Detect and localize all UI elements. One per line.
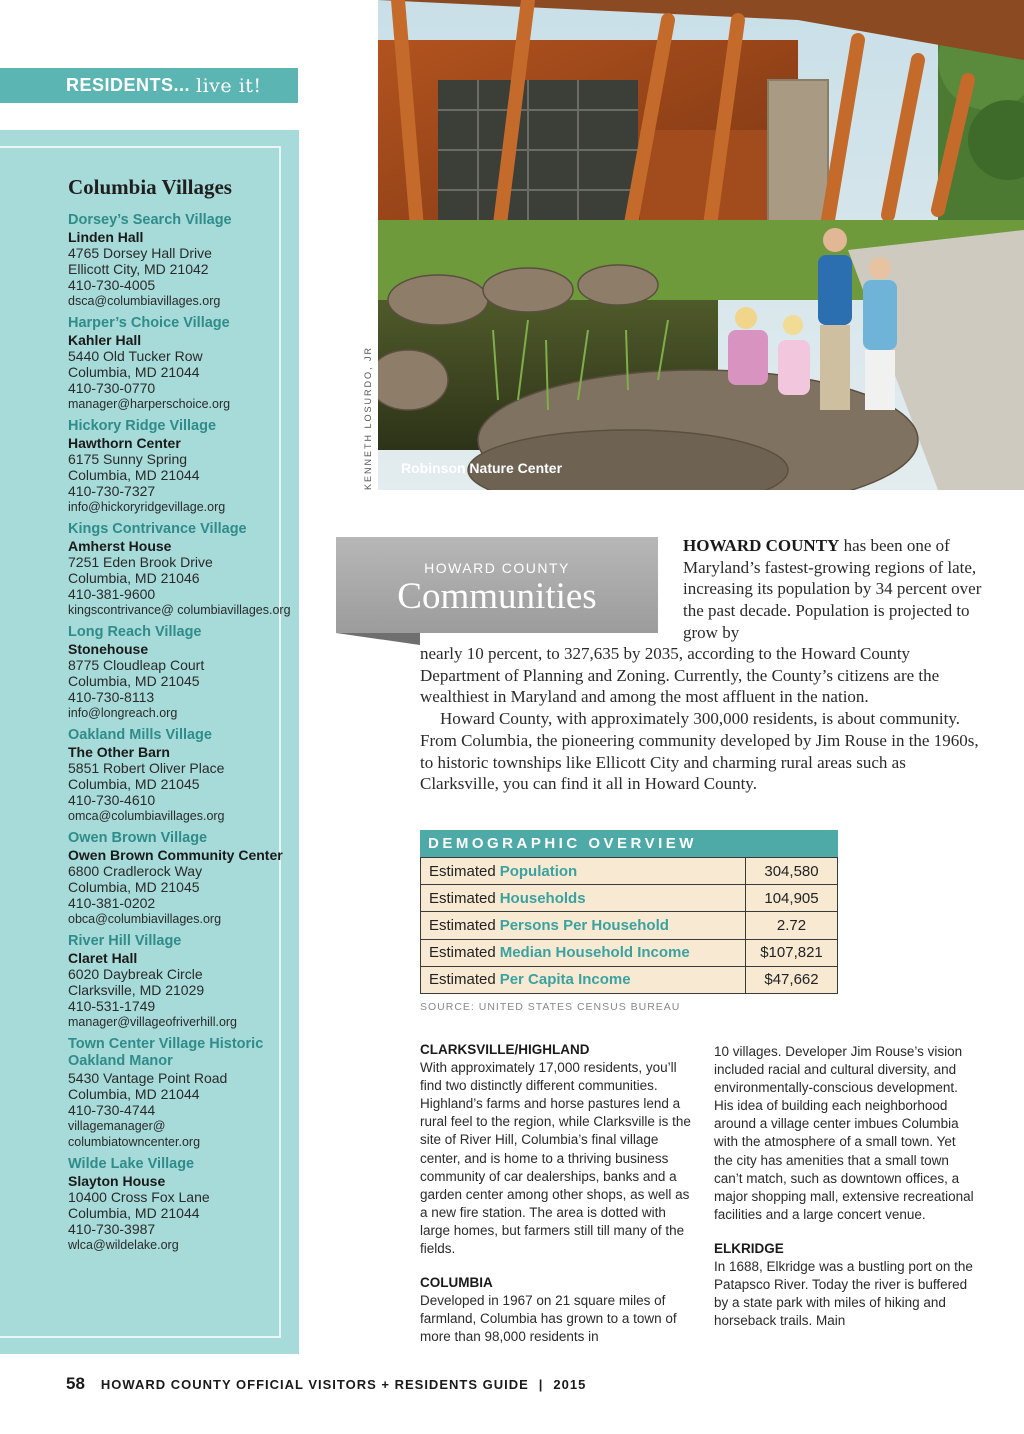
clarksville-text: With approximately 17,000 residents, you’ll find two distinctly different communities. Highland’s farms and horse pastures lend a rural feel to the region, while Clarksville is the site of River Hill, Columbia’s final village center, and is home to a thriving business community of car dealerships, banks and a garden center among other shops, as well as a new fire station. The area is dotted with large homes, but farmers still till many of the fields. bbox=[420, 1060, 691, 1257]
demographic-label bbox=[421, 885, 746, 911]
village-address-line: Columbia, MD 21044 bbox=[68, 1086, 200, 1102]
page-footer bbox=[66, 1374, 586, 1394]
village-hall: The Other Barn bbox=[68, 744, 170, 760]
village-email: omca@columbiavillages.org bbox=[68, 809, 225, 823]
village-entry bbox=[68, 727, 293, 824]
village-name: Owen Brown Village bbox=[68, 830, 208, 846]
table-source: SOURCE: UNITED STATES CENSUS BUREAU bbox=[420, 1001, 681, 1013]
village-address-line: 410-730-0770 bbox=[68, 380, 156, 396]
intro-continued: nearly 10 percent, to 327,635 by 2035, according to the Howard County Department of Planning and Zoning. Currently, the County’s citizens are the wealthiest in Maryland and among the most affluent in the nation. bbox=[420, 644, 940, 707]
demographic-value: $47,662 bbox=[764, 971, 819, 989]
demographic-row bbox=[421, 884, 837, 911]
village-address-line: 6800 Cradlerock Way bbox=[68, 863, 203, 879]
columbia-text-continued: 10 villages. Developer Jim Rouse’s vision included racial and cultural diversity, and environmentally-conscious development. His idea of building each neighborhood around a village center imbues Columbia with the atmosphere of a small town. Yet the city has amenities that a small town can’t match, such as downtown offices, a major shopping mall, extensive recreational facilities and a large concert venue. bbox=[714, 1044, 974, 1222]
village-entry bbox=[68, 521, 293, 618]
village-entry bbox=[68, 830, 293, 927]
village-entry bbox=[68, 624, 293, 721]
columbia-heading: COLUMBIA bbox=[420, 1275, 493, 1291]
village-email: manager@villageofriverhill.org bbox=[68, 1015, 238, 1029]
village-entry bbox=[68, 1036, 293, 1150]
village-address-line: 10400 Cross Fox Lane bbox=[68, 1189, 210, 1205]
demographic-label bbox=[421, 858, 746, 884]
village-address-line: 5851 Robert Oliver Place bbox=[68, 760, 225, 776]
village-entry bbox=[68, 933, 293, 1030]
village-email: wlca@wildelake.org bbox=[68, 1238, 179, 1252]
demographic-value: 2.72 bbox=[776, 916, 807, 934]
village-address-line: 410-730-4744 bbox=[68, 1102, 156, 1118]
demographic-row bbox=[421, 911, 837, 938]
village-address-line: Columbia, MD 21044 bbox=[68, 467, 200, 483]
village-hall: Kahler Hall bbox=[68, 332, 142, 348]
village-address-line: 7251 Eden Brook Drive bbox=[68, 554, 213, 570]
village-email: info@longreach.org bbox=[68, 706, 178, 720]
demographic-label bbox=[421, 940, 746, 966]
columbia-text: Developed in 1967 on 21 square miles of farmland, Columbia has grown to a town of more than 98,000 residents in bbox=[420, 1293, 677, 1345]
intro-lead-bold: HOWARD COUNTY bbox=[683, 536, 840, 555]
elkridge-heading: ELKRIDGE bbox=[714, 1240, 784, 1256]
heading-title: Communities bbox=[397, 576, 597, 617]
village-address-line: 6020 Daybreak Circle bbox=[68, 966, 203, 982]
village-address-line: Clarksville, MD 21029 bbox=[68, 982, 205, 998]
demographic-overview bbox=[420, 830, 838, 994]
banner-strong: RESIDENTS... bbox=[66, 75, 191, 95]
village-address-line: 410-730-7327 bbox=[68, 483, 156, 499]
demographic-row bbox=[421, 857, 837, 884]
guide-title: HOWARD COUNTY OFFICIAL VISITORS + RESIDENTS GUIDE bbox=[100, 1377, 529, 1392]
elkridge-text: In 1688, Elkridge was a bustling port on the Patapsco River. Today the river is buffered by a state park with miles of hiking and horseback trails. Main bbox=[714, 1259, 973, 1329]
village-address-line: 410-531-1749 bbox=[68, 998, 156, 1014]
article-column-2 bbox=[714, 1043, 976, 1330]
village-address-line: Columbia, MD 21045 bbox=[68, 673, 200, 689]
village-list bbox=[68, 212, 293, 1259]
village-entry bbox=[68, 212, 293, 309]
village-address-line: 410-381-0202 bbox=[68, 895, 156, 911]
village-address-line: Columbia, MD 21045 bbox=[68, 776, 200, 792]
village-email: dsca@columbiavillages.org bbox=[68, 294, 221, 308]
demographic-metric: Per Capita Income bbox=[499, 971, 631, 989]
village-email: obca@columbiavillages.org bbox=[68, 912, 222, 926]
village-entry bbox=[68, 315, 293, 412]
demographic-row bbox=[421, 966, 837, 993]
village-name: Hickory Ridge Village bbox=[68, 418, 217, 434]
photo-caption: Robinson Nature Center bbox=[401, 460, 563, 476]
village-name: Kings Contrivance Village bbox=[68, 521, 247, 537]
section-banner bbox=[0, 68, 298, 103]
sidebar-title: Columbia Villages bbox=[68, 175, 232, 199]
village-email: info@hickoryridgevillage.org bbox=[68, 500, 226, 514]
demographic-label bbox=[421, 967, 746, 993]
village-address-line: 8775 Cloudleap Court bbox=[68, 657, 205, 673]
village-name: Long Reach Village bbox=[68, 624, 202, 640]
village-hall: Stonehouse bbox=[68, 641, 149, 657]
page-number: 58 bbox=[66, 1374, 85, 1393]
demographic-row bbox=[421, 939, 837, 966]
heading-fold bbox=[336, 633, 420, 645]
intro-lead-text: has been one of Maryland’s fastest-growing regions of late, increasing its population by 34 percent over the past decade. Population is projected to grow by bbox=[683, 536, 982, 642]
intro-lead bbox=[683, 535, 983, 644]
demographic-value: $107,821 bbox=[760, 944, 823, 962]
village-address-line: 4765 Dorsey Hall Drive bbox=[68, 245, 212, 261]
demographic-prefix: Estimated bbox=[429, 944, 496, 962]
village-hall: Claret Hall bbox=[68, 950, 138, 966]
village-email: manager@harperschoice.org bbox=[68, 397, 231, 411]
clarksville-heading: CLARKSVILLE/HIGHLAND bbox=[420, 1042, 590, 1057]
village-name: Wilde Lake Village bbox=[68, 1156, 195, 1172]
village-name: Town Center Village Historic Oakland Manor bbox=[68, 1036, 264, 1069]
photo-credit: KENNETH LOSURDO, JR bbox=[363, 345, 373, 490]
demographic-metric: Persons Per Household bbox=[499, 916, 669, 934]
demographic-metric: Population bbox=[499, 862, 578, 880]
village-address-line: 5440 Old Tucker Row bbox=[68, 348, 203, 364]
village-email: villagemanager@ columbiatowncenter.org bbox=[68, 1119, 201, 1149]
village-name: River Hill Village bbox=[68, 933, 182, 949]
village-email: kingscontrivance@ columbiavillages.org bbox=[68, 603, 291, 617]
banner-light: live it! bbox=[196, 74, 262, 97]
village-address-line: 410-730-3987 bbox=[68, 1221, 156, 1237]
demographic-prefix: Estimated bbox=[429, 862, 496, 880]
village-hall: Slayton House bbox=[68, 1173, 166, 1189]
village-name: Oakland Mills Village bbox=[68, 727, 212, 743]
village-address-line: 6175 Sunny Spring bbox=[68, 451, 188, 467]
village-entry bbox=[68, 1156, 293, 1253]
village-address-line: Columbia, MD 21044 bbox=[68, 1205, 200, 1221]
village-address-line: Columbia, MD 21044 bbox=[68, 364, 200, 380]
nature-center-photo bbox=[378, 0, 1024, 490]
village-hall: Amherst House bbox=[68, 538, 172, 554]
village-hall: Linden Hall bbox=[68, 229, 144, 245]
intro-body bbox=[420, 643, 980, 795]
village-address-line: 5430 Vantage Point Road bbox=[68, 1070, 228, 1086]
village-name: Harper’s Choice Village bbox=[68, 315, 230, 331]
village-address-line: 410-730-4005 bbox=[68, 277, 156, 293]
footer-separator: | bbox=[538, 1377, 544, 1392]
demographic-header: DEMOGRAPHIC OVERVIEW bbox=[420, 830, 838, 857]
demographic-metric: Households bbox=[499, 889, 586, 907]
village-address-line: Columbia, MD 21046 bbox=[68, 570, 200, 586]
demographic-value: 104,905 bbox=[764, 889, 819, 907]
article-column-1 bbox=[420, 1041, 692, 1347]
village-address-line: Ellicott City, MD 21042 bbox=[68, 261, 209, 277]
village-name: Dorsey’s Search Village bbox=[68, 212, 232, 228]
demographic-metric: Median Household Income bbox=[499, 944, 690, 962]
demographic-prefix: Estimated bbox=[429, 916, 496, 934]
village-address-line: 410-381-9600 bbox=[68, 586, 156, 602]
demographic-prefix: Estimated bbox=[429, 971, 496, 989]
intro-second: Howard County, with approximately 300,000 residents, is about community. From Columbia, the pioneering community developed by Jim Rouse in the 1960s, to historic townships like Ellicott City and charming rural areas such as Clarksville, you can find it all in Howard County. bbox=[420, 709, 979, 794]
demographic-prefix: Estimated bbox=[429, 889, 496, 907]
village-address-line: Columbia, MD 21045 bbox=[68, 879, 200, 895]
village-hall: Hawthorn Center bbox=[68, 435, 181, 451]
demographic-value: 304,580 bbox=[764, 862, 819, 880]
village-entry bbox=[68, 418, 293, 515]
village-hall: Owen Brown Community Center bbox=[68, 847, 283, 863]
village-address-line: 410-730-4610 bbox=[68, 792, 156, 808]
demographic-label bbox=[421, 912, 746, 938]
demographic-table bbox=[420, 857, 838, 994]
village-address-line: 410-730-8113 bbox=[68, 689, 155, 705]
guide-year: 2015 bbox=[553, 1377, 587, 1392]
heading-kicker: HOWARD COUNTY bbox=[424, 560, 570, 576]
